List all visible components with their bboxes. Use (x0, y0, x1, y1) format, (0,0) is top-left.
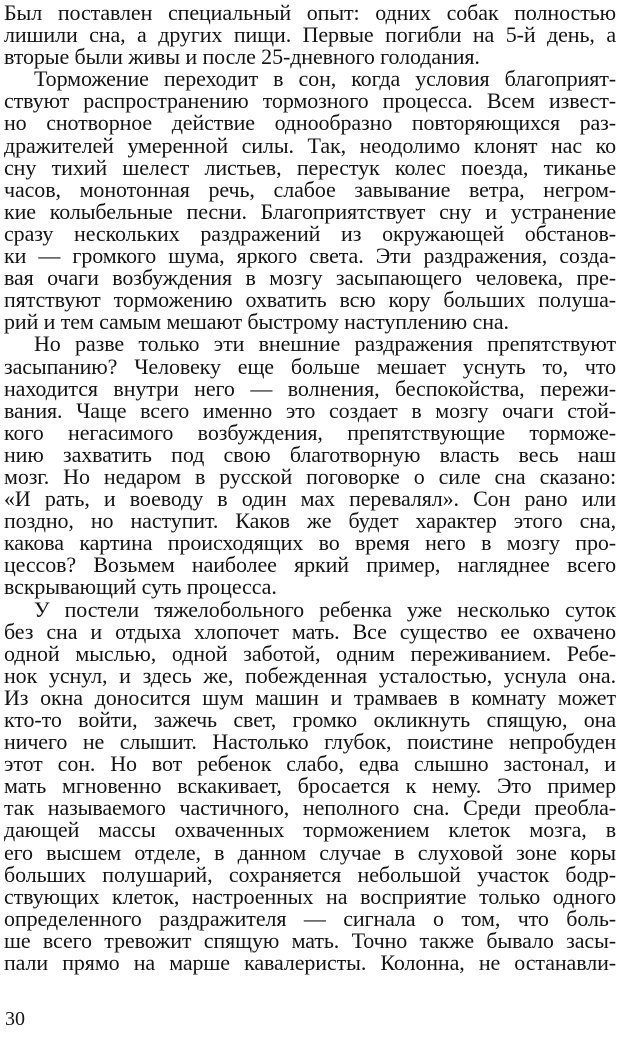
paragraph (4, 333, 616, 598)
text-line: вания. Чаще всего именно это создает в мозгу очаги стой- (4, 397, 616, 423)
text-line: засыпанию? Человеку еще больше мешает уснуть то, что (4, 353, 616, 379)
text-line: кие колыбельные песни. Благоприятствует сну и устранение (4, 198, 616, 224)
text-line: этот сон. Но вот ребенок слабо, едва слышно застонал, и (4, 751, 616, 777)
text-line: кого негасимого возбуждения, препятствующие торможе- (4, 419, 616, 445)
text-line: ствующих клеток, настроенных на восприятие только одного (4, 883, 616, 909)
text-line: больших полушарий, сохраняется небольшой участок бодр- (4, 861, 616, 887)
text-line: сну тихий шелест листьев, перестук колес поезда, тиканье (4, 154, 616, 180)
text-line: дражителей умеренной силы. Так, неодолимо клонят нас ко (4, 132, 616, 158)
text-line: У постели тяжелобольного ребенка уже несколько суток (34, 596, 616, 622)
text-line: Торможение переходит в сон, когда условия благоприят- (34, 66, 616, 92)
text-line: сразу нескольких раздражений из окружающей обстанов- (4, 220, 616, 246)
text-line: так называемого частичного, неполного сна. Среди преобла- (4, 795, 616, 821)
text-line: ки — громкого шума, яркого света. Эти раздражения, созда- (4, 243, 616, 269)
text-line: поздно, но наступит. Каков же будет характер этого сна, (4, 508, 616, 534)
text-line: нию захватить под свою благотворную власть весь наш (4, 441, 616, 467)
text-line: определенного раздражителя — сигнала о том, что боль- (4, 905, 616, 931)
text-line: ствуют распространению тормозного процесса. Всем извест- (4, 88, 616, 114)
text-line: цессов? Возьмем наиболее яркий пример, нагляднее всего (4, 552, 616, 578)
text-line: ше всего тревожит спящую мать. Точно также бывало засы- (4, 927, 616, 953)
text-line: его высшем отделе, в данном случае в слуховой зоне коры (4, 839, 616, 865)
text-line: но снотворное действие однообразно повторяющихся раз- (4, 110, 616, 136)
text-line: находится внутри него — волнения, беспокойства, пережи- (4, 375, 616, 401)
page-number: 30 (5, 1008, 25, 1030)
text-line: вторые были живы и после 25-дневного голодания. (4, 44, 480, 70)
text-line: одной мыслью, одной заботой, одним переживанием. Ребе- (4, 640, 616, 666)
text-line: без сна и отдыха хлопочет мать. Все существо ее охвачено (4, 618, 616, 644)
text-line: лишили сна, а других пищи. Первые погибли на 5-й день, а (4, 22, 616, 48)
text-line: кто-то войти, зажечь свет, громко окликнуть спящую, она (4, 707, 616, 732)
text-line: нок уснул, и здесь же, побежденная усталостью, уснула она. (4, 662, 616, 688)
text-line: пали прямо на марше кавалеристы. Колонна, не останавли- (4, 950, 616, 976)
text-line: мать мгновенно вскакивает, бросается к нему. Это пример (4, 773, 616, 799)
text-line: мозг. Но недаром в русской поговорке о силе сна сказано: (4, 463, 616, 489)
text-line: ничего не слышит. Настолько глубок, поистине непробуден (4, 729, 616, 755)
paragraph (4, 68, 616, 333)
text-line: часов, монотонная речь, слабое завывание ветра, негром- (4, 176, 616, 202)
paragraph (4, 596, 616, 976)
text-line: Из окна доносится шум машин и трамваев в комнату может (4, 684, 616, 710)
text-line: Был поставлен специальный опыт: одних собак полностью (4, 0, 616, 25)
text-line: рий и тем самым мешают быстрому наступлению сна. (4, 309, 509, 335)
text-line: пятствуют торможению охватить всю кору больших полуша- (4, 287, 616, 313)
text-line: вая очаги возбуждения в мозгу засыпающего человека, пре- (4, 265, 616, 291)
text-line: вскрывающий суть процесса. (4, 574, 277, 600)
text-line: какова картина происходящих во время него в мозгу про- (4, 530, 616, 556)
text-line: Но разве только эти внешние раздражения препятствуют (34, 331, 616, 357)
text-line: «И рать, и воеводу в один мах перевалял». Сон рано или (4, 486, 616, 512)
page-text (4, 2, 616, 974)
paragraph (4, 2, 616, 68)
text-line: дающей массы охваченных торможением клеток мозга, в (4, 817, 616, 843)
